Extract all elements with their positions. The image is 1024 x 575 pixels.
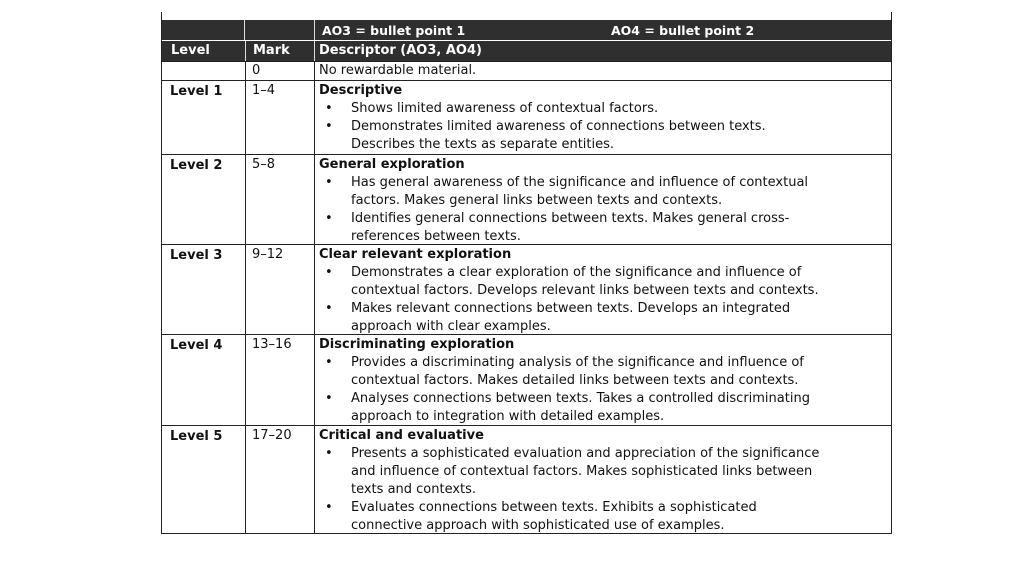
descriptor-bullet: • Has general awareness of the significance and influence of contextual [325, 175, 809, 190]
level-label: Level 2 [170, 158, 223, 173]
descriptor-cell [319, 156, 885, 246]
mark-range: 17–20 [252, 428, 292, 443]
descriptor-cell [319, 427, 885, 535]
table-row [162, 61, 891, 80]
ao-key-header [162, 20, 891, 40]
descriptor-bullet-continued: Describes the texts as separate entities. [351, 137, 615, 152]
table-row [162, 425, 891, 534]
mark-range: 13–16 [252, 337, 292, 352]
mark-scheme-table [161, 12, 892, 534]
descriptor-bullet: • Evaluates connections between texts. Exhibits a sophisticated [325, 500, 757, 515]
descriptor-text: No rewardable material. [319, 63, 477, 78]
descriptor-cell [319, 82, 885, 154]
descriptor-bullet-continued: connective approach with sophisticated use of examples. [351, 518, 725, 533]
descriptor-bullet: • Makes relevant connections between texts. Develops an integrated [325, 301, 791, 316]
descriptor-bullet: • Identifies general connections between texts. Makes general cross- [325, 211, 790, 226]
descriptor-bullet: • Presents a sophisticated evaluation and appreciation of the significance [325, 446, 820, 461]
mark-column-header: Mark [253, 43, 290, 58]
descriptor-title: Clear relevant exploration [319, 247, 512, 262]
table-row [162, 334, 891, 425]
descriptor-title: General exploration [319, 157, 465, 172]
descriptor-bullet-continued: approach with clear examples. [351, 319, 551, 334]
descriptor-cell [319, 336, 885, 426]
descriptor-bullet: • Shows limited awareness of contextual factors. [325, 101, 659, 116]
level-label: Level 5 [170, 429, 223, 444]
descriptor-column-header: Descriptor (AO3, AO4) [319, 43, 482, 58]
descriptor-bullet-continued: and influence of contextual factors. Makes sophisticated links between [351, 464, 813, 479]
mark-range: 1–4 [252, 83, 276, 98]
descriptor-title: Discriminating exploration [319, 337, 515, 352]
level-label: Level 3 [170, 248, 223, 263]
ao4-label: AO4 = bullet point 2 [611, 23, 755, 38]
descriptor-cell [319, 246, 885, 336]
descriptor-bullet-continued: approach to integration with detailed examples. [351, 409, 665, 424]
descriptor-bullet-continued: factors. Makes general links between texts and contexts. [351, 193, 723, 208]
level-label: Level 1 [170, 84, 223, 99]
descriptor-bullet-continued: contextual factors. Makes detailed links between texts and contexts. [351, 373, 799, 388]
descriptor-title: Descriptive [319, 83, 403, 98]
mark-range: 0 [252, 63, 261, 78]
descriptor-bullet-continued: references between texts. [351, 229, 521, 244]
mark-range: 9–12 [252, 247, 284, 262]
table-row [162, 154, 891, 244]
descriptor-bullet: • Demonstrates limited awareness of connections between texts. [325, 119, 766, 134]
ao3-label: AO3 = bullet point 1 [322, 23, 466, 38]
table-row [162, 244, 891, 334]
level-label: Level 4 [170, 338, 223, 353]
descriptor-bullet: • Provides a discriminating analysis of the significance and influence of [325, 355, 804, 370]
table-row [162, 80, 891, 154]
descriptor-bullet-continued: contextual factors. Develops relevant links between texts and contexts. [351, 283, 819, 298]
descriptor-bullet: • Analyses connections between texts. Takes a controlled discriminating [325, 391, 810, 406]
descriptor-bullet-continued: texts and contexts. [351, 482, 477, 497]
descriptor-bullet: • Demonstrates a clear exploration of the significance and influence of [325, 265, 802, 280]
level-column-header: Level [171, 43, 210, 58]
column-header-row [162, 41, 891, 61]
descriptor-cell [319, 62, 885, 80]
descriptor-title: Critical and evaluative [319, 428, 484, 443]
mark-range: 5–8 [252, 157, 276, 172]
